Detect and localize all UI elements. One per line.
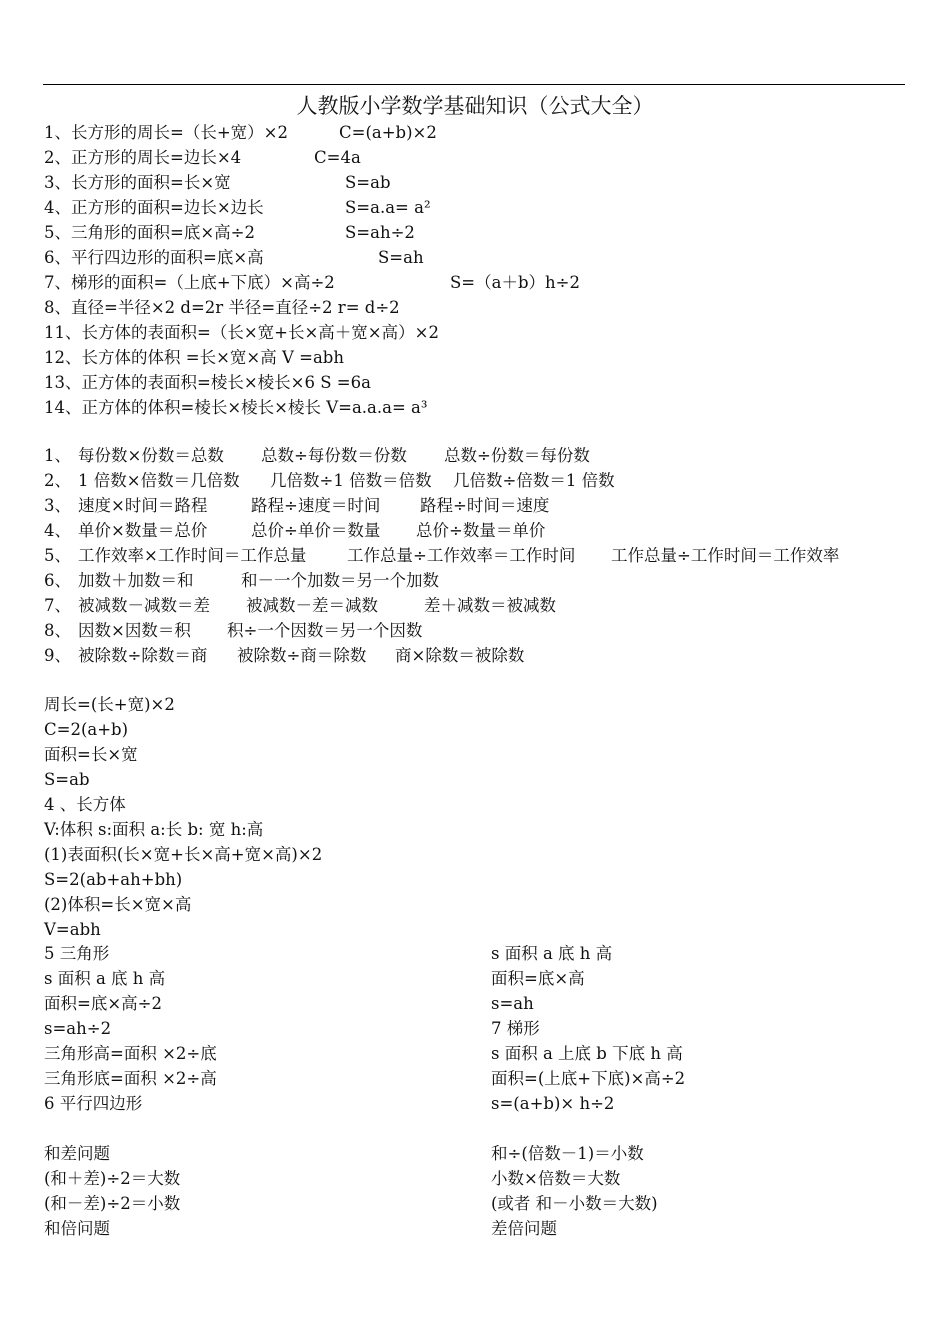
right-line: 小数×倍数＝大数 [491,1169,621,1188]
relation-c: 总数÷份数＝每份数 [444,446,590,465]
note-line: (2)体积=长×宽×高 [44,895,192,914]
note-line: 周长=(长+宽)×2 [44,695,175,714]
formula-symbol: C=(a+b)×2 [339,123,437,142]
left-line: 和倍问题 [44,1219,110,1238]
formula-symbol: S=ah [378,248,424,267]
formula-symbol: S=（a＋b）h÷2 [450,273,580,292]
relation-c: 路程÷时间＝速度 [420,496,550,515]
relation-number: 8、 [44,621,71,640]
note-line: (1)表面积(长×宽+长×高+宽×高)×2 [44,845,323,864]
right-line [491,1116,685,1141]
header-rule [43,84,905,85]
formula-symbol: S=a.a= a² [345,198,431,217]
relation-a: 被除数÷除数＝商 [78,646,208,665]
relation-a: 单价×数量＝总价 [78,521,208,540]
formula-text: 8、直径=半径×2 d=2r 半径=直径÷2 r= d÷2 [44,298,400,317]
relation-c: 工作总量÷工作时间＝工作效率 [611,546,840,565]
right-line: 7 梯形 [491,1019,540,1038]
relation-c: 总价÷数量＝单价 [416,521,546,540]
right-line: s 面积 a 上底 b 下底 h 高 [491,1044,683,1063]
formula-text: 13、正方体的表面积=棱长×棱长×6 S =6a [44,373,371,392]
formula-symbol: S=ah÷2 [345,223,415,242]
left-line: 和差问题 [44,1144,110,1163]
relation-b: 总价÷单价＝数量 [251,521,381,540]
relation-a: 因数×因数＝积 [78,621,191,640]
formula-text: 12、长方体的体积 =长×宽×高 V =abh [44,348,344,367]
relation-a: 被减数－减数＝差 [78,596,210,615]
left-line: (和－差)÷2＝小数 [44,1194,181,1213]
relation-b: 被减数－差＝减数 [246,596,378,615]
note-line: C=2(a+b) [44,720,129,739]
formula-text: 11、长方体的表面积=（长×宽+长×高＋宽×高）×2 [44,323,439,342]
formula-text: 4、正方形的面积=边长×边长 [44,198,264,217]
relation-a: 每份数×份数＝总数 [78,446,224,465]
formula-text: 14、正方体的体积=棱长×棱长×棱长 V=a.a.a= a³ [44,398,428,417]
note-line: V=abh [44,920,101,939]
relation-c: 几倍数÷倍数＝1 倍数 [453,471,615,490]
relation-c: 差＋减数＝被减数 [424,596,556,615]
formula-symbol: S=ab [345,173,391,192]
relation-a: 1 倍数×倍数＝几倍数 [78,471,240,490]
note-line: 面积=长×宽 [44,745,138,764]
left-line: s 面积 a 底 h 高 [44,969,166,988]
relation-c: 商×除数＝被除数 [395,646,525,665]
note-line: S=2(ab+ah+bh) [44,870,183,889]
relation-b: 总数÷每份数＝份数 [261,446,407,465]
right-column [491,941,685,1241]
note-line: V:体积 s:面积 a:长 b: 宽 h:高 [44,820,264,839]
relation-number: 6、 [44,571,71,590]
relation-b: 几倍数÷1 倍数＝倍数 [270,471,432,490]
relation-number: 1、 [44,446,71,465]
relation-b: 工作总量÷工作效率＝工作时间 [347,546,576,565]
relation-a: 加数＋加数＝和 [78,571,194,590]
relation-b: 积÷一个因数＝另一个因数 [227,621,423,640]
formula-text: 7、梯形的面积=（上底+下底）×高÷2 [44,273,335,292]
relation-number: 3、 [44,496,71,515]
formula-text: 1、长方形的周长=（长+宽）×2 [44,123,288,142]
left-line: s=ah÷2 [44,1019,112,1038]
rectangle-cuboid-notes [44,692,322,942]
formula-symbol: C=4a [314,148,361,167]
formula-text: 5、三角形的面积=底×高÷2 [44,223,255,242]
relation-b: 路程÷速度＝时间 [251,496,381,515]
right-line: s=ah [491,994,534,1013]
left-column [44,941,217,1241]
left-line: (和＋差)÷2＝大数 [44,1169,181,1188]
right-line: s 面积 a 底 h 高 [491,944,613,963]
right-line: 面积=底×高 [491,969,585,988]
page-title: 人教版小学数学基础知识（公式大全） [296,94,654,118]
formula-text: 6、平行四边形的面积=底×高 [44,248,264,267]
relation-b: 被除数÷商＝除数 [237,646,367,665]
note-line: S=ab [44,770,90,789]
relation-number: 7、 [44,596,71,615]
relation-number: 5、 [44,546,71,565]
right-line: 面积=(上底+下底)×高÷2 [491,1069,686,1088]
left-line: 三角形高=面积 ×2÷底 [44,1044,217,1063]
left-line: 6 平行四边形 [44,1094,143,1113]
relation-b: 和－一个加数＝另一个加数 [241,571,439,590]
left-line: 面积=底×高÷2 [44,994,162,1013]
formula-text: 2、正方形的周长=边长×4 [44,148,242,167]
right-line: 和÷(倍数－1)＝小数 [491,1144,644,1163]
formula-text: 3、长方形的面积=长×宽 [44,173,231,192]
relation-number: 2、 [44,471,71,490]
relation-number: 4、 [44,521,71,540]
note-line: 4 、长方体 [44,795,126,814]
relation-a: 速度×时间＝路程 [78,496,208,515]
relation-number: 9、 [44,646,71,665]
left-line: 5 三角形 [44,944,110,963]
right-line: s=(a+b)× h÷2 [491,1094,615,1113]
relation-a: 工作效率×工作时间＝工作总量 [78,546,307,565]
left-line [44,1116,217,1141]
right-line: (或者 和－小数＝大数) [491,1194,658,1213]
left-line: 三角形底=面积 ×2÷高 [44,1069,217,1088]
right-line: 差倍问题 [491,1219,557,1238]
